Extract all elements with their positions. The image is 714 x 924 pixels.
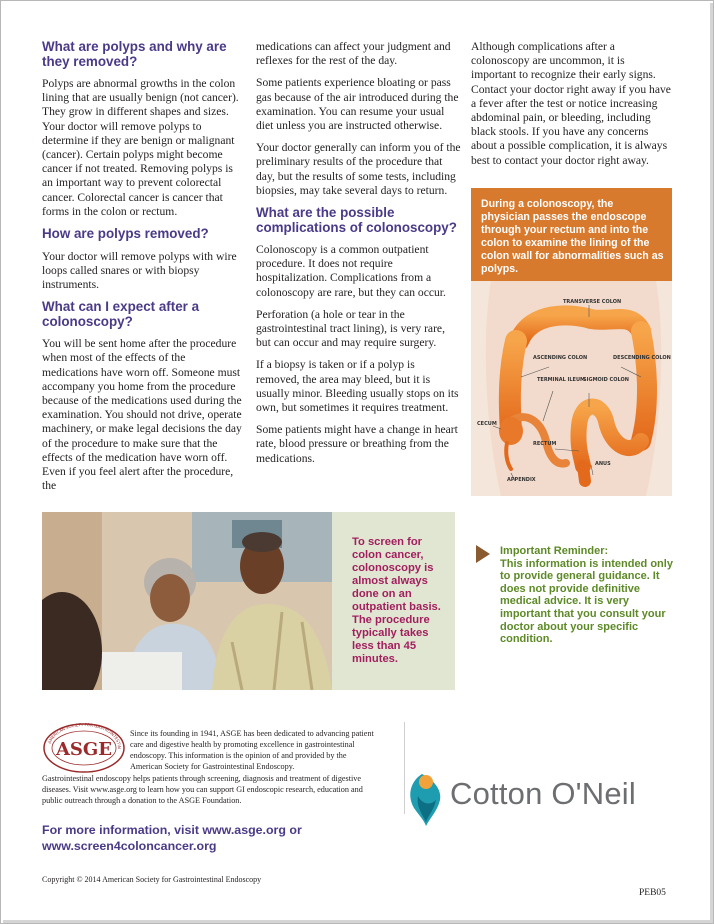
label-cecum: CECUM xyxy=(477,421,497,427)
heading-polyps: What are polyps and why are they removed? xyxy=(42,39,227,69)
label-sigmoid-colon: SIGMOID COLON xyxy=(583,377,629,383)
label-descending-colon: DESCENDING COLON xyxy=(613,355,671,361)
colon-illustration xyxy=(471,281,672,496)
more-info-line-1: For more information, visit www.asge.org or xyxy=(42,823,302,837)
page-shadow xyxy=(3,920,714,924)
cotton-oneil-logo-text: Cotton O'Neil xyxy=(450,776,636,811)
label-terminal-ileum: TERMINAL ILEUM xyxy=(537,377,585,383)
column-3 xyxy=(471,40,671,176)
paragraph-removal: Your doctor will remove polyps with wire loops called snares or with biopsy instruments. xyxy=(42,249,237,291)
paragraph-medications: medications can affect your judgment and reflexes for the rest of the day. xyxy=(256,40,451,68)
more-info xyxy=(42,822,372,854)
colon-figure xyxy=(471,188,672,496)
label-appendix: APPENDIX xyxy=(507,477,536,483)
paragraph-outpatient: Colonoscopy is a common outpatient procedure. It does not require hospitalization. Complications from a colonoscopy are rare, but they can occur. xyxy=(256,243,446,299)
asge-support: Gastrointestinal endoscopy helps patients through screening, diagnosis and treatment of digestive diseases. Visit www.asge.org to learn how you can support GI endoscopic research, education and public outreach through a donation to the ASGE Foundation. xyxy=(42,774,363,805)
patient-photo-image xyxy=(42,512,332,690)
label-anus: ANUS xyxy=(595,461,611,467)
column-1 xyxy=(42,40,244,501)
label-rectum: RECTUM xyxy=(533,441,557,447)
label-ascending-colon: ASCENDING COLON xyxy=(533,355,588,361)
important-reminder xyxy=(476,545,676,646)
asge-about: Since its founding in 1941, ASGE has been dedicated to advancing patient care and digestive health by promoting excellence in gastrointestinal endoscopy. This information is the opinion of and provided by the American Society for Gastrointestinal Endoscopy. xyxy=(130,729,374,771)
asge-logo-text: ASGE xyxy=(55,739,113,760)
copyright: Copyright © 2014 American Society for Gastrointestinal Endoscopy xyxy=(42,875,262,884)
figure-caption: During a colonoscopy, the physician passes the endoscope through your rectum and into the colon to examine the lining of the colon wall for abnormalities such as polyps. xyxy=(471,188,672,281)
reminder-body: This information is intended only to provide general guidance. It does not provide definitive medical advice. It is very important that you consult your doctor about your specific condition. xyxy=(500,557,673,646)
heading-removal: How are polyps removed? xyxy=(42,226,209,242)
descending-colon-shape xyxy=(641,331,647,441)
paragraph-biopsy: If a biopsy is taken or if a polyp is removed, the area may bleed, but it is usually minor. Bleeding usually stops on its own, but sometimes it requires treatment. xyxy=(256,358,459,415)
cecum-shape xyxy=(499,417,523,445)
paragraph-results: Your doctor generally can inform you of the preliminary results of the procedure that day, but the results of some tests, including biopsies, may take several days to return. xyxy=(256,141,461,197)
paragraph-perforation: Perforation (a hole or tear in the gastrointestinal tract lining), is very rare, but can occur and may require surgery. xyxy=(256,307,445,350)
asge-logo xyxy=(42,722,126,774)
heading-after: What can I expect after a colonoscopy? xyxy=(42,299,200,329)
column-2 xyxy=(256,40,461,474)
more-info-line-2: www.screen4coloncancer.org xyxy=(42,839,217,853)
asge-ring-text: AMERICAN SOCIETY FOR GASTROINTESTIN xyxy=(46,722,123,749)
rectum-shape xyxy=(583,466,585,481)
paragraph-polyps: Polyps are abnormal growths in the colon lining that are usually benign (not cancer). They grow in different shapes and sizes. Your doctor will remove polyps to determine if they are benign or malignant (cancer). Certain polyps might become cancer if not treated. Removing polyps is an important way to prevent colorectal cancer. Colorectal cancer is cancer that forms in the colon or rectum. xyxy=(42,77,239,218)
patient-photo xyxy=(42,512,332,690)
reminder-title: Important Reminder: xyxy=(500,545,609,557)
document-code: PEB05 xyxy=(639,888,666,898)
paragraph-signs: Although complications after a colonoscopy are uncommon, it is important to recognize their early signs. Contact your doctor right away if you have a fever after the test or notice increasing abdominal pain, or bleeding, including black stools. If you have any concerns about a possible complication, it is always best to contact your doctor right away. xyxy=(471,40,671,167)
heading-complications: What are the possible complications of colonoscopy? xyxy=(256,205,457,235)
paragraph-bloating: Some patients experience bloating or pass gas because of the air introduced during the examination. You can resume your usual diet unless you are instructed otherwise. xyxy=(256,76,459,133)
paragraph-after: You will be sent home after the procedure when most of the effects of the medications have worn off. Someone must accompany you home from the procedure because of the medications used during the examination. You should not drive, operate machinery, or make legal decisions the day of the procedure to make sure that the effects of the medication have worn off. Even if you feel alert after the procedure, the xyxy=(42,337,242,493)
paragraph-heart-rate: Some patients might have a change in heart rate, blood pressure or breathing from the medications. xyxy=(256,423,458,465)
page-shadow-right xyxy=(710,3,714,924)
label-transverse-colon: TRANSVERSE COLON xyxy=(563,299,622,305)
screening-callout: To screen for colon cancer, colonoscopy is almost always done on an outpatient basis. The procedure typically takes less than 45 minutes. xyxy=(332,512,455,690)
